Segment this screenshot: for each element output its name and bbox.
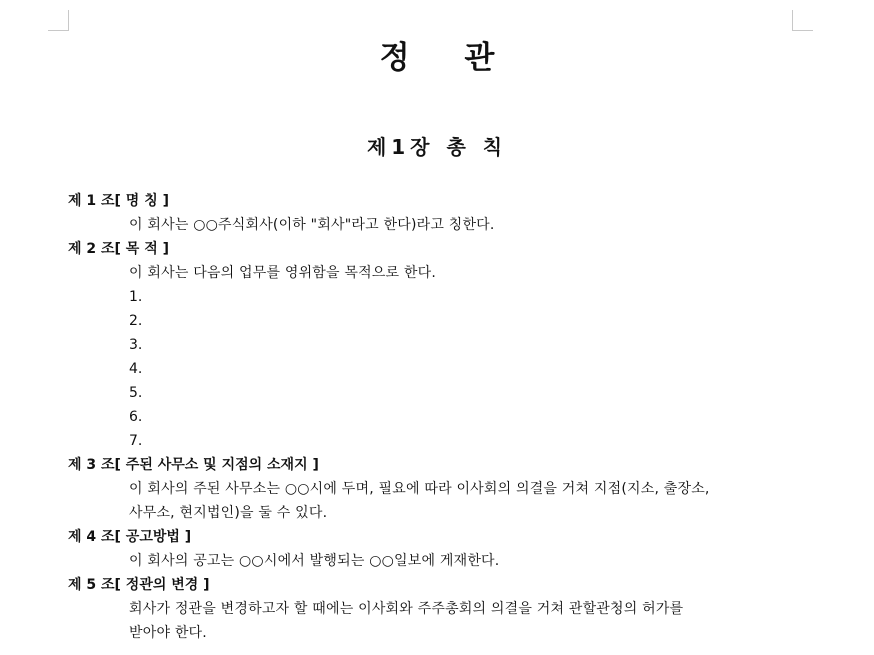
document-title: 정 관 [379,40,517,76]
article-1-text: 이 회사는 ○○주식회사(이하 "회사"라고 한다)라고 칭한다. [129,217,495,233]
chapter-title: 제1장 총 칙 [366,135,508,159]
article-3-heading: 제 3 조[ 주된 사무소 및 지점의 소재지 ] [68,457,319,473]
margin-marker-top-right [792,10,813,31]
article-2-heading: 제 2 조[ 목 적 ] [68,241,170,257]
margin-marker-top-left [48,10,69,31]
article-2-item-6: 6. [129,409,143,425]
article-3-text-line-2: 사무소, 현지법인)을 둘 수 있다. [129,505,328,521]
article-5-heading: 제 5 조[ 정관의 변경 ] [68,577,210,593]
article-2-text: 이 회사는 다음의 업무를 영위함을 목적으로 한다. [129,265,437,281]
articles-section [68,189,798,645]
article-5-text-line-1: 회사가 정관을 변경하고자 할 때에는 이사회와 주주총회의 의결을 거쳐 관할관청의 허가를 [129,601,684,617]
article-2-item-2: 2. [129,313,143,329]
article-3-text-line-1: 이 회사의 주된 사무소는 ○○시에 두며, 필요에 따라 이사회의 의결을 거쳐 지점(지소, 출장소, [129,481,710,497]
article-1-heading: 제 1 조[ 명 칭 ] [68,193,170,209]
article-2-item-3: 3. [129,337,143,353]
article-5-text-line-2: 받아야 한다. [129,625,207,641]
article-2-item-4: 4. [129,361,143,377]
article-2-item-1: 1. [129,289,143,305]
article-2-item-7: 7. [129,433,143,449]
article-2-item-5: 5. [129,385,143,401]
article-4-text: 이 회사의 공고는 ○○시에서 발행되는 ○○일보에 게재한다. [129,553,500,569]
article-4-heading: 제 4 조[ 공고방법 ] [68,529,192,545]
